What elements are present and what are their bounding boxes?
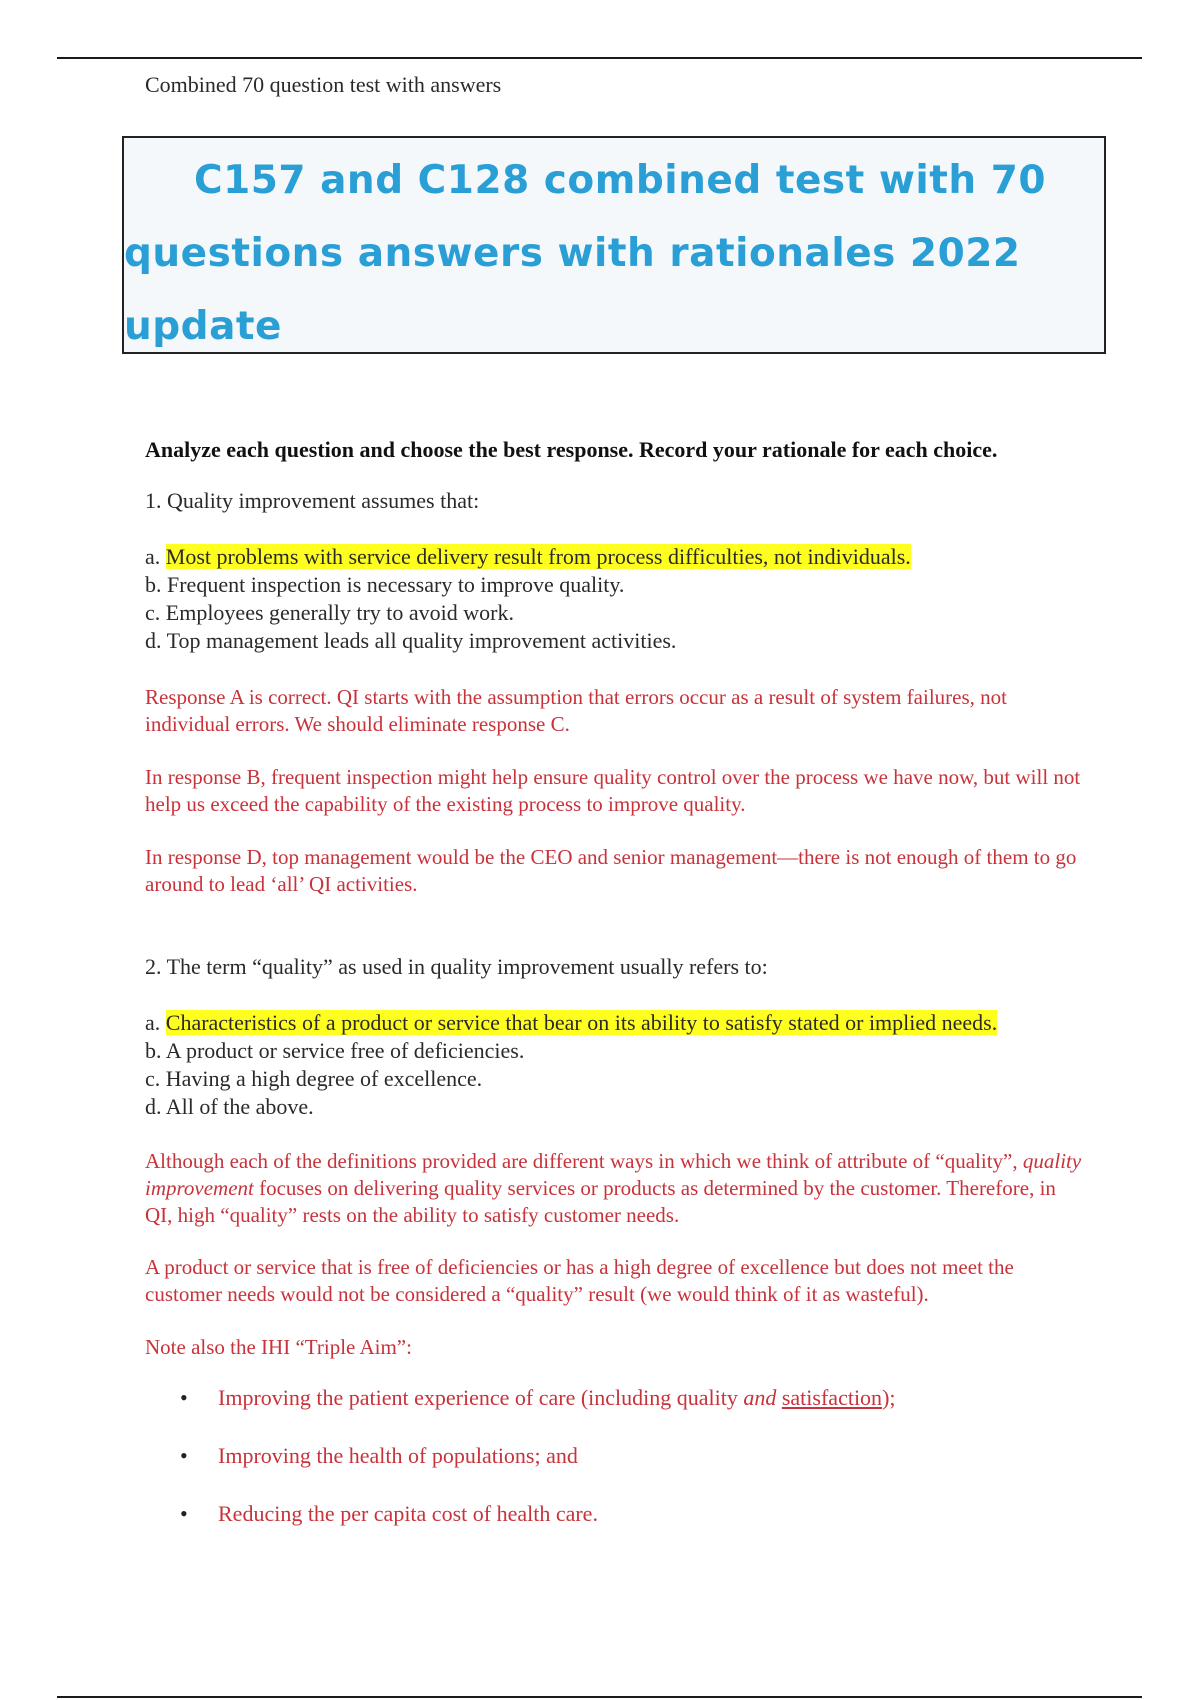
item-text: Improving the health of populations; and xyxy=(218,1443,578,1468)
option-letter: d. xyxy=(145,628,167,653)
question-1-stem: 1. Quality improvement assumes that: xyxy=(145,488,480,513)
q1-option-a xyxy=(145,544,911,570)
item-end: ); xyxy=(882,1385,896,1410)
q2-option-c xyxy=(145,1066,482,1092)
triple-aim-item-1 xyxy=(180,1385,896,1443)
option-text: Frequent inspection is necessary to improve quality. xyxy=(167,572,625,597)
title-box xyxy=(122,136,1106,354)
q1-option-b xyxy=(145,572,624,598)
item-text: Reducing the per capita cost of health care. xyxy=(218,1501,598,1526)
option-letter: b. xyxy=(145,1038,166,1063)
q2-option-b xyxy=(145,1038,524,1064)
rationale-text: focuses on delivering quality services or products as determined by the customer. Therefore, in QI, high “quality” rests on the ability to satisfy customer needs. xyxy=(145,1176,1056,1227)
question-2-stem: 2. The term “quality” as used in quality improvement usually refers to: xyxy=(145,954,768,979)
q1-option-c xyxy=(145,600,514,626)
bottom-rule xyxy=(57,1696,1142,1698)
q1-rationale-3: In response D, top management would be the CEO and senior management—there is not enough of them to go around to lead ‘all’ QI activities. xyxy=(145,845,1077,896)
option-text: Having a high degree of excellence. xyxy=(165,1066,483,1091)
q1-option-d xyxy=(145,628,676,654)
q2-rationale-2: A product or service that is free of deficiencies or has a high degree of excellence but does not meet the customer needs would not be considered a “quality” result (we would think of it as wasteful). xyxy=(145,1255,1014,1306)
option-text: A product or service free of deficiencies. xyxy=(165,1038,525,1063)
item-text: Improving the patient experience of care (including quality xyxy=(218,1385,744,1410)
item-italic: and xyxy=(743,1385,777,1410)
correct-answer-highlight: Most problems with service delivery result from process difficulties, not individuals. xyxy=(165,544,911,569)
title-line-1: C157 and C128 combined test with 70 xyxy=(194,158,1047,203)
option-letter: c. xyxy=(145,1066,166,1091)
option-letter: b. xyxy=(145,572,167,597)
triple-aim-list xyxy=(180,1385,896,1559)
q2-rationale-1 xyxy=(145,1148,1085,1229)
option-letter: a. xyxy=(145,544,166,569)
rationale-italic: quality improvement xyxy=(145,1149,1082,1200)
option-text: All of the above. xyxy=(165,1094,314,1119)
q2-option-a xyxy=(145,1010,997,1036)
rationale-text: Although each of the definitions provided are different ways in which we think of attribute of “quality”, xyxy=(145,1149,1023,1173)
triple-aim-item-3 xyxy=(180,1501,896,1559)
option-text: Employees generally try to avoid work. xyxy=(165,600,515,625)
option-letter: a. xyxy=(145,1010,166,1035)
bullet-icon: • xyxy=(180,1501,188,1526)
q1-rationale-2: In response B, frequent inspection might help ensure quality control over the process we have now, but will not help us exceed the capability of the existing process to improve quality. xyxy=(145,765,1081,816)
q1-rationale-1: Response A is correct. QI starts with the assumption that errors occur as a result of system failures, not individual errors. We should eliminate response C. xyxy=(145,685,1007,736)
top-rule xyxy=(57,57,1142,59)
instructions: Analyze each question and choose the best response. Record your rationale for each choice. xyxy=(145,437,998,462)
bullet-icon: • xyxy=(180,1385,188,1410)
item-underline: satisfaction xyxy=(781,1385,883,1410)
title-line-2: questions answers with rationales 2022 xyxy=(124,231,1021,276)
triple-aim-note: Note also the IHI “Triple Aim”: xyxy=(145,1335,412,1359)
q2-option-d xyxy=(145,1094,314,1120)
option-letter: d. xyxy=(145,1094,166,1119)
option-text: Top management leads all quality improvement activities. xyxy=(166,628,677,653)
correct-answer-highlight: Characteristics of a product or service that bear on its ability to satisfy stated or implied needs. xyxy=(165,1010,998,1035)
triple-aim-item-2 xyxy=(180,1443,896,1501)
page-header: Combined 70 question test with answers xyxy=(145,72,502,97)
bullet-icon: • xyxy=(180,1443,188,1468)
title-line-3: update xyxy=(124,304,283,349)
option-letter: c. xyxy=(145,600,166,625)
